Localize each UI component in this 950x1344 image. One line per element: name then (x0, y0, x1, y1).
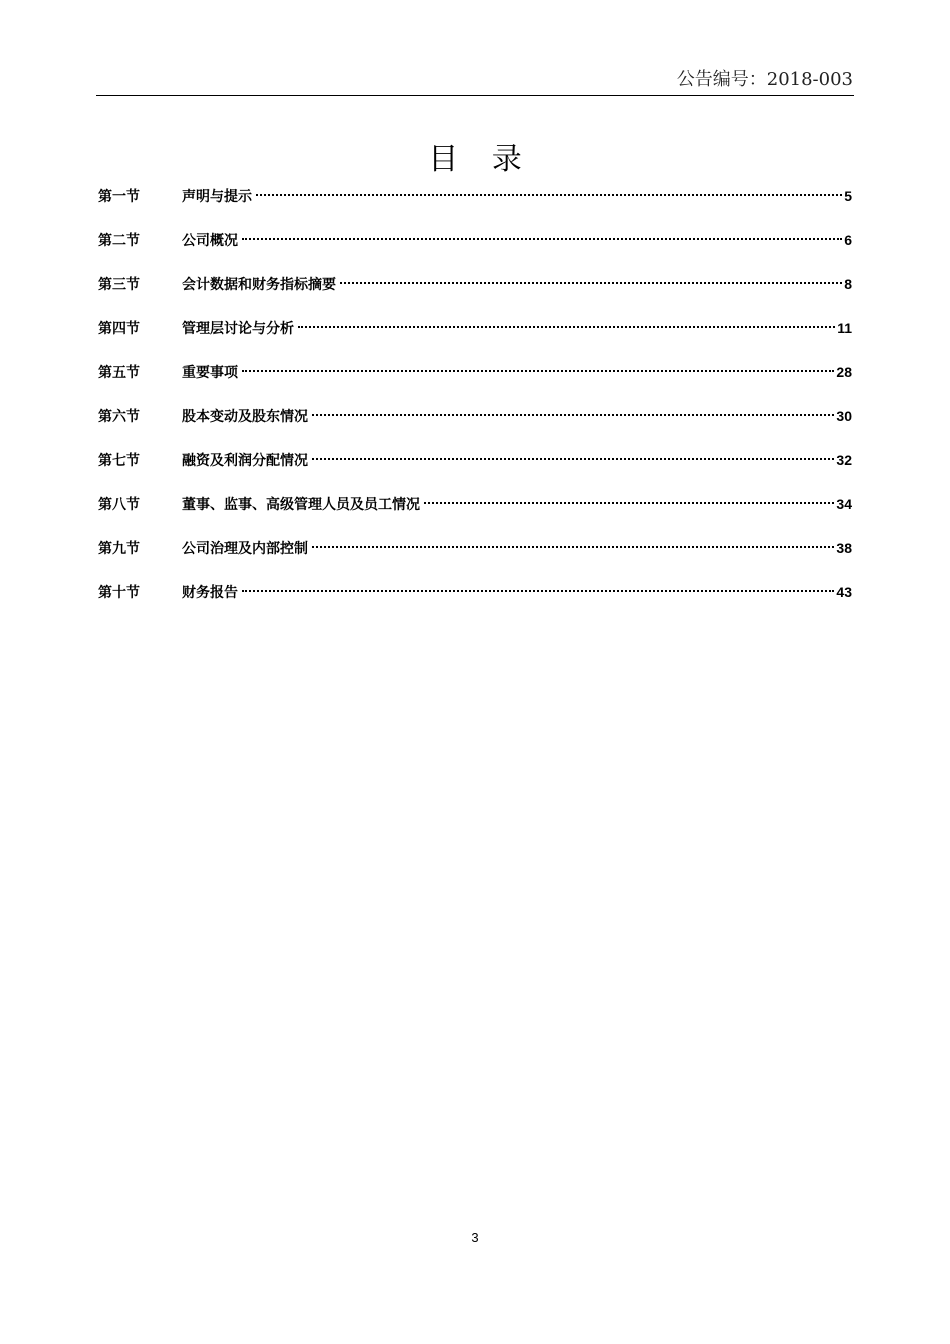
toc-entry[interactable] (98, 404, 852, 448)
toc-chapter: 第十节 (98, 585, 140, 601)
toc-chapter: 第四节 (98, 321, 140, 337)
toc-chapter: 第九节 (98, 541, 140, 557)
toc-heading: 管理层讨论与分析 (182, 321, 294, 337)
header-rule (96, 95, 854, 96)
toc-list (98, 184, 852, 624)
toc-leader-dots (312, 414, 834, 416)
toc-heading: 声明与提示 (182, 189, 252, 205)
toc-entry[interactable] (98, 492, 852, 536)
toc-heading: 董事、监事、高级管理人员及员工情况 (182, 497, 420, 513)
toc-chapter: 第七节 (98, 453, 140, 469)
toc-entry[interactable] (98, 360, 852, 404)
toc-heading: 公司概况 (182, 233, 238, 249)
toc-heading: 公司治理及内部控制 (182, 541, 308, 557)
toc-entry[interactable] (98, 316, 852, 360)
toc-chapter: 第二节 (98, 233, 140, 249)
toc-page-number: 28 (836, 364, 852, 380)
toc-leader-dots (424, 502, 834, 504)
toc-page-number: 34 (836, 496, 852, 512)
toc-page-number: 30 (836, 408, 852, 424)
toc-chapter: 第八节 (98, 497, 140, 513)
toc-chapter: 第六节 (98, 409, 140, 425)
toc-page-number: 38 (836, 540, 852, 556)
toc-leader-dots (340, 282, 842, 284)
toc-chapter: 第三节 (98, 277, 140, 293)
announcement-code: 公告编号：2018-003 (676, 69, 853, 90)
toc-chapter: 第五节 (98, 365, 140, 381)
toc-leader-dots (298, 326, 835, 328)
toc-entry[interactable] (98, 580, 852, 624)
toc-heading: 融资及利润分配情况 (182, 453, 308, 469)
toc-leader-dots (312, 458, 834, 460)
toc-page-number: 6 (844, 232, 852, 248)
toc-page-number: 11 (837, 320, 852, 336)
toc-page-number: 32 (836, 452, 852, 468)
toc-leader-dots (312, 546, 834, 548)
toc-heading: 股本变动及股东情况 (182, 409, 308, 425)
toc-entry[interactable] (98, 228, 852, 272)
toc-page-number: 5 (844, 188, 852, 204)
toc-chapter: 第一节 (98, 189, 140, 205)
toc-page-number: 43 (836, 584, 852, 600)
toc-heading: 重要事项 (182, 365, 238, 381)
toc-page-number: 8 (844, 276, 852, 292)
toc-leader-dots (242, 590, 834, 592)
toc-entry[interactable] (98, 536, 852, 580)
toc-leader-dots (256, 194, 842, 196)
toc-heading: 会计数据和财务指标摘要 (182, 277, 336, 293)
toc-title: 目 录 (428, 142, 534, 178)
toc-entry[interactable] (98, 184, 852, 228)
page-number: 3 (471, 1230, 479, 1245)
toc-leader-dots (242, 370, 834, 372)
toc-leader-dots (242, 238, 842, 240)
toc-entry[interactable] (98, 448, 852, 492)
toc-entry[interactable] (98, 272, 852, 316)
toc-heading: 财务报告 (182, 585, 238, 601)
